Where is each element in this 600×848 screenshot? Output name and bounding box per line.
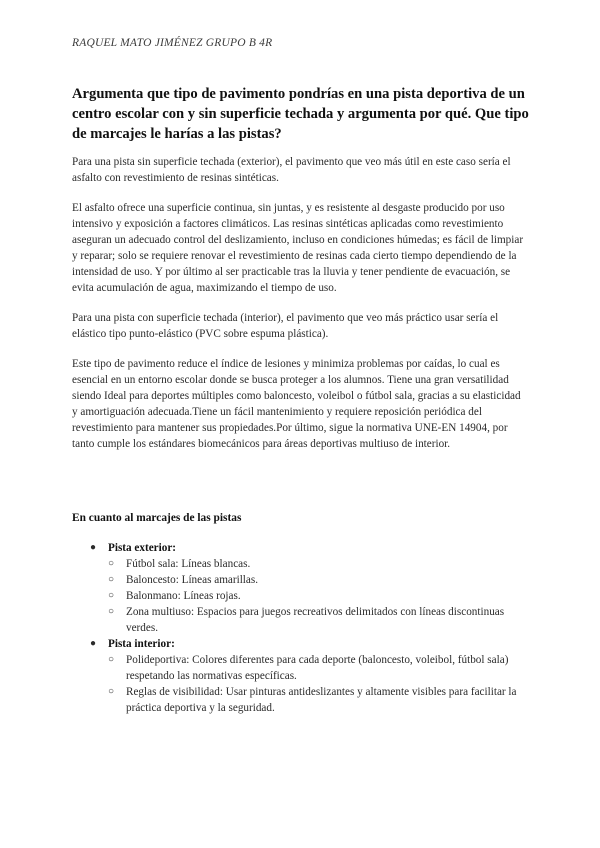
sub-list-item: [72, 588, 528, 604]
paragraph-exterior-detail: El asfalto ofrece una superficie continua, sin juntas, y es resistente al desgaste producido por uso intensivo y exposición a factores climáticos. Las resinas sintéticas aplicadas como revestimiento aseguran un adecuado control del deslizamiento, incluso en condiciones húmedas; es fácil de limpiar y reparar; solo se requiere renovar el revestimiento de resinas cada cierto tiempo dependiendo de la intensidad de uso. Y por último al ser practicable tras la lluvia y tener pendiente de evacuación, se evita acumulación de agua, maximizando el tiempo de uso.: [72, 202, 524, 294]
filled-bullet-icon: ●: [90, 542, 97, 553]
sub-list-text: Reglas de visibilidad: Usar pinturas antideslizantes y altamente visibles para facilitar la práctica deportiva y la seguridad.: [126, 686, 517, 714]
paragraph-exterior-intro: Para una pista sin superficie techada (exterior), el pavimento que veo más útil en este caso sería el asfalto con revestimiento de resinas sintéticas.: [72, 156, 511, 184]
hollow-bullet-icon: ○: [108, 558, 115, 569]
sub-list-text: Zona multiuso: Espacios para juegos recreativos delimitados con líneas discontinuas verdes.: [126, 606, 505, 634]
sub-list-item: [72, 572, 528, 588]
filled-bullet-icon: ●: [90, 638, 97, 649]
hollow-bullet-icon: ○: [108, 654, 115, 665]
sub-list-item: [72, 556, 528, 572]
sub-list-item: [72, 652, 528, 684]
hollow-bullet-icon: ○: [108, 686, 115, 697]
section-title-marcajes: En cuanto al marcajes de las pistas: [72, 512, 242, 524]
list-label: Pista exterior:: [108, 542, 177, 554]
paragraph-interior-detail: Este tipo de pavimento reduce el índice de lesiones y minimiza problemas por caídas, lo cual es esencial en un entorno escolar donde se busca proteger a los alumnos. Tiene una gran versatilidad siendo Ideal para deportes múltiples como baloncesto, voleibol o fútbol sala, gracias a su elasticidad y amortiguación adecuada.Tiene un fácil mantenimiento y requiere reposición periódica del revestimiento para mantener sus propiedades.Por último, sigue la normativa UNE-EN 14904, por tanto cumple los estándares biomecánicos para áreas deportivas multiuso de interior.: [72, 358, 521, 450]
sub-list-text: Baloncesto: Líneas amarillas.: [126, 574, 259, 586]
question-heading: Argumenta que tipo de pavimento pondrías en una pista deportiva de un centro escolar con y sin superficie techada y argumenta por qué. Que tipo de marcajes le harías a las pistas?: [72, 86, 529, 142]
paragraph-interior-intro: Para una pista con superficie techada (interior), el pavimento que veo más práctico usar sería el elástico tipo punto-elástico (PVC sobre espuma plástica).: [72, 312, 499, 340]
sub-list-item: [72, 604, 528, 636]
hollow-bullet-icon: ○: [108, 590, 115, 601]
marking-list: [72, 540, 528, 716]
hollow-bullet-icon: ○: [108, 606, 115, 617]
page-header: RAQUEL MATO JIMÉNEZ GRUPO B 4R: [72, 37, 273, 49]
sub-list-text: Polideportiva: Colores diferentes para cada deporte (baloncesto, voleibol, fútbol sala) respetando las normativas específicas.: [126, 654, 509, 682]
sub-list-text: Fútbol sala: Líneas blancas.: [126, 558, 251, 570]
answer-body: [72, 154, 528, 466]
sub-list-text: Balonmano: Líneas rojas.: [126, 590, 241, 602]
hollow-bullet-icon: ○: [108, 574, 115, 585]
list-item-pista-interior: [72, 636, 528, 652]
list-item-pista-exterior: [72, 540, 528, 556]
sub-list-item: [72, 684, 528, 716]
list-label: Pista interior:: [108, 638, 175, 650]
